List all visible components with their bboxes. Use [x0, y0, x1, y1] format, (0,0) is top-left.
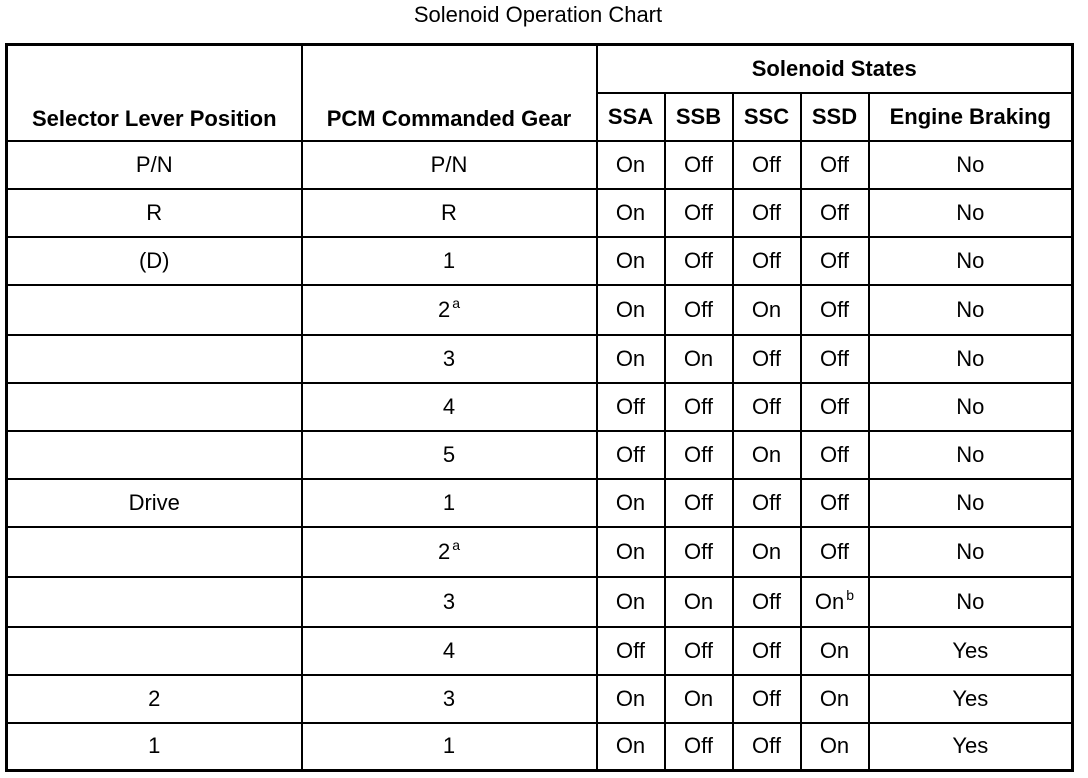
- cell-selector-position: [7, 627, 302, 675]
- cell-engine-braking: [869, 723, 1073, 771]
- cell-commanded-gear-text: 3: [442, 685, 456, 711]
- cell-ssb: [665, 431, 733, 479]
- cell-engine-braking-text: No: [956, 199, 985, 225]
- cell-ssa-text: On: [615, 588, 646, 614]
- cell-ssb: [665, 527, 733, 577]
- cell-selector-position: [7, 285, 302, 335]
- table-row: [7, 627, 1073, 675]
- cell-ssc-text: On: [751, 538, 782, 564]
- cell-commanded-gear-text: 2: [437, 296, 451, 322]
- cell-ssa: [597, 285, 665, 335]
- cell-ssd: [801, 431, 869, 479]
- cell-commanded-gear-text: 4: [442, 393, 456, 419]
- table-row: [7, 675, 1073, 723]
- footnote-marker: a: [452, 536, 461, 553]
- cell-ssb: [665, 627, 733, 675]
- cell-ssd: [801, 141, 869, 189]
- cell-selector-position: [7, 431, 302, 479]
- cell-selector-position-text: 2: [148, 685, 161, 711]
- cell-ssb-text: Off: [684, 489, 713, 515]
- cell-ssd: [801, 237, 869, 285]
- cell-ssb: [665, 285, 733, 335]
- footnote-marker: a: [452, 294, 461, 311]
- header-selector-lever-position: Selector Lever Position: [7, 45, 302, 141]
- cell-ssa: [597, 527, 665, 577]
- cell-ssc: [733, 189, 801, 237]
- header-ssb: SSB: [665, 93, 733, 141]
- cell-selector-position-text: (D): [138, 247, 170, 273]
- cell-commanded-gear: [302, 527, 597, 577]
- cell-ssb-text: Off: [684, 393, 713, 419]
- cell-ssa-text: Off: [616, 393, 645, 419]
- cell-ssd-text: On: [819, 637, 850, 663]
- cell-engine-braking-text: No: [956, 489, 985, 515]
- cell-ssb-text: Off: [684, 733, 713, 759]
- cell-ssc-text: Off: [752, 637, 781, 663]
- cell-commanded-gear-text: R: [441, 199, 457, 225]
- cell-selector-position: [7, 237, 302, 285]
- cell-ssd-text: Off: [820, 441, 849, 467]
- cell-ssd-text: On: [819, 685, 850, 711]
- cell-ssb: [665, 675, 733, 723]
- cell-selector-position: [7, 335, 302, 383]
- solenoid-table: [5, 43, 1074, 772]
- cell-ssc-text: Off: [752, 489, 781, 515]
- cell-ssb-text: On: [683, 345, 714, 371]
- cell-ssc: [733, 431, 801, 479]
- cell-ssa-text: On: [615, 199, 646, 225]
- table-row: [7, 141, 1073, 189]
- cell-engine-braking: [869, 237, 1073, 285]
- footnote-marker: b: [846, 586, 855, 603]
- table-row: [7, 723, 1073, 771]
- cell-ssa: [597, 627, 665, 675]
- header-ssc: SSC: [733, 93, 801, 141]
- cell-ssc: [733, 527, 801, 577]
- cell-ssa-text: On: [615, 685, 646, 711]
- cell-engine-braking: [869, 577, 1073, 627]
- cell-ssa: [597, 335, 665, 383]
- table-body: [7, 141, 1073, 771]
- cell-engine-braking: [869, 189, 1073, 237]
- cell-ssd-text: Off: [820, 247, 849, 273]
- cell-ssc-text: Off: [752, 151, 781, 177]
- header-solenoid-states: Solenoid States: [597, 45, 1073, 93]
- cell-ssa: [597, 383, 665, 431]
- cell-ssc: [733, 577, 801, 627]
- table-row: [7, 431, 1073, 479]
- cell-engine-braking-text: Yes: [952, 733, 989, 759]
- cell-commanded-gear-text: 1: [442, 733, 456, 759]
- cell-selector-position-text: Drive: [128, 489, 180, 515]
- header-ssd: SSD: [801, 93, 869, 141]
- cell-commanded-gear: [302, 723, 597, 771]
- cell-ssc-text: Off: [752, 247, 781, 273]
- cell-commanded-gear: [302, 627, 597, 675]
- cell-ssa: [597, 675, 665, 723]
- cell-ssa-text: Off: [616, 441, 645, 467]
- cell-engine-braking-text: No: [956, 345, 985, 371]
- cell-ssb-text: On: [683, 588, 714, 614]
- table-row: [7, 335, 1073, 383]
- cell-selector-position: [7, 189, 302, 237]
- header-engine-braking: Engine Braking: [869, 93, 1073, 141]
- cell-commanded-gear-text: 4: [442, 637, 456, 663]
- cell-ssd: [801, 577, 869, 627]
- cell-ssd: [801, 675, 869, 723]
- cell-ssd: [801, 335, 869, 383]
- cell-ssd: [801, 723, 869, 771]
- cell-commanded-gear: [302, 141, 597, 189]
- cell-commanded-gear-text: 3: [442, 345, 456, 371]
- cell-ssb-text: Off: [684, 637, 713, 663]
- cell-ssd: [801, 383, 869, 431]
- cell-commanded-gear: [302, 237, 597, 285]
- cell-ssd-text: Off: [820, 296, 849, 322]
- cell-ssc-text: On: [751, 296, 782, 322]
- cell-engine-braking: [869, 383, 1073, 431]
- header-pcm-commanded-gear: PCM Commanded Gear: [302, 45, 597, 141]
- table-row: [7, 383, 1073, 431]
- cell-ssc-text: Off: [752, 733, 781, 759]
- cell-ssa: [597, 577, 665, 627]
- cell-ssb: [665, 141, 733, 189]
- cell-engine-braking-text: No: [956, 393, 985, 419]
- cell-engine-braking: [869, 285, 1073, 335]
- cell-ssd-text: Off: [820, 345, 849, 371]
- cell-commanded-gear-text: 1: [442, 489, 456, 515]
- cell-ssb: [665, 479, 733, 527]
- cell-engine-braking-text: No: [956, 588, 985, 614]
- cell-ssc-text: Off: [752, 393, 781, 419]
- cell-selector-position: [7, 527, 302, 577]
- cell-ssd-text: On: [819, 733, 850, 759]
- cell-ssd: [801, 189, 869, 237]
- cell-ssa-text: On: [615, 296, 646, 322]
- cell-ssb-text: Off: [684, 199, 713, 225]
- cell-selector-position-text: P/N: [135, 151, 173, 177]
- cell-ssa: [597, 431, 665, 479]
- cell-ssc: [733, 237, 801, 285]
- cell-ssa: [597, 479, 665, 527]
- cell-engine-braking: [869, 479, 1073, 527]
- cell-ssc: [733, 285, 801, 335]
- cell-ssa-text: On: [615, 151, 646, 177]
- cell-selector-position: [7, 383, 302, 431]
- cell-commanded-gear: [302, 335, 597, 383]
- chart-title: Solenoid Operation Chart: [413, 2, 663, 27]
- cell-commanded-gear: [302, 285, 597, 335]
- cell-ssa-text: On: [615, 733, 646, 759]
- cell-ssb-text: On: [683, 685, 714, 711]
- table-row: [7, 527, 1073, 577]
- header-row-group: [7, 45, 1073, 93]
- cell-ssc: [733, 723, 801, 771]
- cell-ssc-text: On: [751, 441, 782, 467]
- cell-engine-braking: [869, 431, 1073, 479]
- cell-ssa-text: On: [615, 345, 646, 371]
- cell-ssd: [801, 627, 869, 675]
- cell-ssc: [733, 479, 801, 527]
- cell-ssb-text: Off: [684, 296, 713, 322]
- cell-ssd: [801, 479, 869, 527]
- cell-selector-position: [7, 675, 302, 723]
- cell-ssa: [597, 723, 665, 771]
- cell-ssc: [733, 141, 801, 189]
- cell-engine-braking: [869, 675, 1073, 723]
- cell-selector-position: [7, 723, 302, 771]
- cell-ssc: [733, 383, 801, 431]
- cell-ssb: [665, 237, 733, 285]
- cell-commanded-gear: [302, 431, 597, 479]
- cell-engine-braking: [869, 335, 1073, 383]
- cell-ssd-text: Off: [820, 199, 849, 225]
- cell-ssc: [733, 627, 801, 675]
- cell-commanded-gear: [302, 189, 597, 237]
- cell-ssa: [597, 189, 665, 237]
- cell-selector-position-text: R: [146, 199, 163, 225]
- cell-ssa-text: On: [615, 247, 646, 273]
- cell-ssd: [801, 527, 869, 577]
- cell-ssb-text: Off: [684, 441, 713, 467]
- cell-ssb-text: Off: [684, 151, 713, 177]
- cell-ssa-text: On: [615, 538, 646, 564]
- cell-ssb: [665, 189, 733, 237]
- cell-ssb-text: Off: [684, 538, 713, 564]
- cell-engine-braking-text: Yes: [952, 685, 989, 711]
- cell-ssb: [665, 723, 733, 771]
- cell-ssa: [597, 237, 665, 285]
- table-row: [7, 285, 1073, 335]
- cell-ssb: [665, 383, 733, 431]
- cell-commanded-gear-text: 3: [442, 588, 456, 614]
- cell-engine-braking-text: No: [956, 151, 985, 177]
- cell-ssc-text: Off: [752, 199, 781, 225]
- cell-commanded-gear-text: 2: [437, 538, 451, 564]
- cell-ssb-text: Off: [684, 247, 713, 273]
- header-ssa: SSA: [597, 93, 665, 141]
- cell-engine-braking-text: No: [956, 538, 985, 564]
- cell-ssc: [733, 675, 801, 723]
- cell-selector-position-text: 1: [148, 733, 161, 759]
- cell-engine-braking-text: Yes: [952, 637, 989, 663]
- cell-engine-braking-text: No: [956, 247, 985, 273]
- cell-engine-braking-text: No: [956, 441, 985, 467]
- cell-engine-braking: [869, 141, 1073, 189]
- cell-ssc-text: Off: [752, 588, 781, 614]
- cell-ssa-text: On: [615, 489, 646, 515]
- cell-commanded-gear: [302, 479, 597, 527]
- table-row: [7, 237, 1073, 285]
- cell-ssa: [597, 141, 665, 189]
- table-row: [7, 577, 1073, 627]
- cell-commanded-gear: [302, 383, 597, 431]
- cell-engine-braking-text: No: [956, 296, 985, 322]
- cell-ssa-text: Off: [616, 637, 645, 663]
- cell-ssb: [665, 335, 733, 383]
- cell-ssc: [733, 335, 801, 383]
- cell-selector-position: [7, 141, 302, 189]
- cell-ssb: [665, 577, 733, 627]
- cell-commanded-gear: [302, 675, 597, 723]
- table-row: [7, 479, 1073, 527]
- cell-ssc-text: Off: [752, 345, 781, 371]
- cell-ssd-text: Off: [820, 151, 849, 177]
- cell-ssd-text: On: [814, 588, 845, 614]
- cell-ssc-text: Off: [752, 685, 781, 711]
- table-row: [7, 189, 1073, 237]
- cell-commanded-gear-text: 1: [442, 247, 456, 273]
- cell-ssd-text: Off: [820, 489, 849, 515]
- cell-selector-position: [7, 577, 302, 627]
- cell-commanded-gear-text: P/N: [430, 151, 468, 177]
- cell-selector-position: [7, 479, 302, 527]
- cell-commanded-gear: [302, 577, 597, 627]
- cell-ssd-text: Off: [820, 538, 849, 564]
- cell-commanded-gear-text: 5: [442, 441, 456, 467]
- cell-engine-braking: [869, 527, 1073, 577]
- cell-engine-braking: [869, 627, 1073, 675]
- cell-ssd: [801, 285, 869, 335]
- cell-ssd-text: Off: [820, 393, 849, 419]
